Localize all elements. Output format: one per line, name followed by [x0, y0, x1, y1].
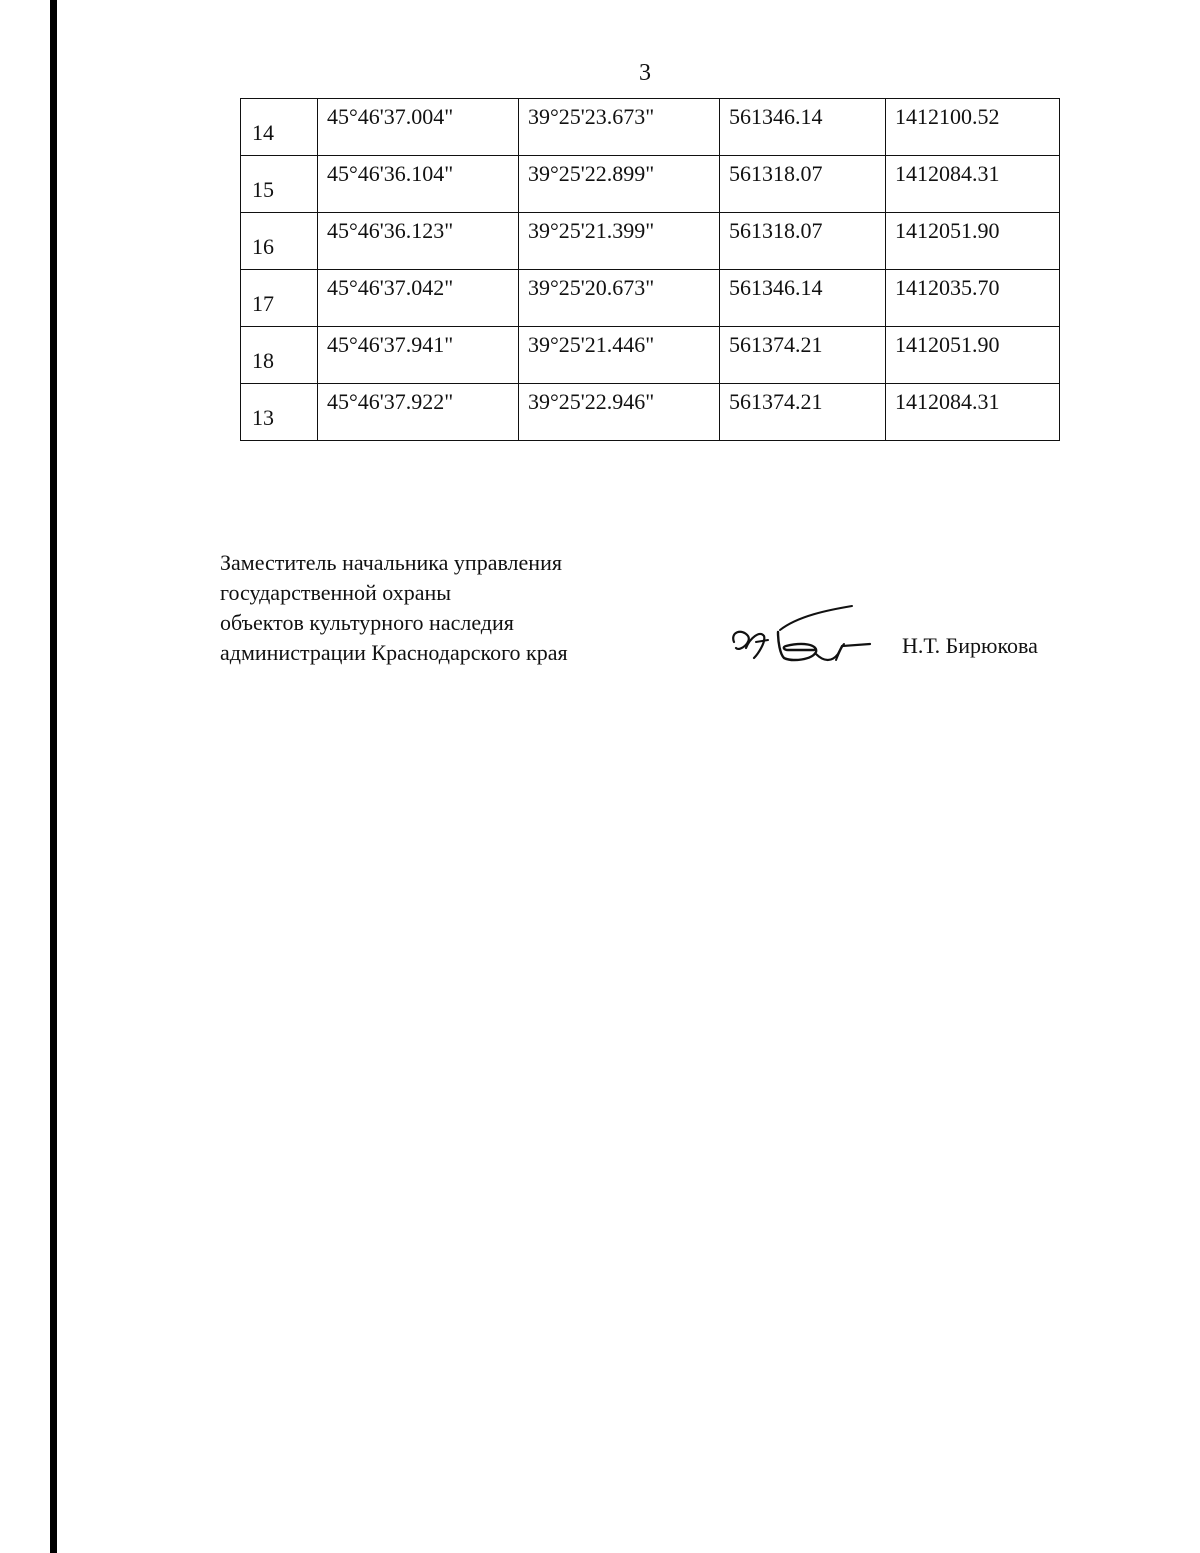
table-cell	[519, 213, 720, 270]
table-row	[241, 99, 1060, 156]
table-cell	[720, 270, 886, 327]
table-cell-text: 15	[252, 177, 274, 202]
table-cell	[241, 156, 318, 213]
table-cell-text: 561318.07	[729, 161, 823, 186]
table-cell-text: 39°25'20.673"	[528, 275, 655, 300]
table-cell	[241, 99, 318, 156]
page-edge-bar	[50, 0, 57, 1553]
table-cell-text: 561374.21	[729, 389, 823, 414]
table-cell-text: 13	[252, 405, 274, 430]
table-cell	[886, 99, 1060, 156]
table-cell-text: 1412051.90	[895, 332, 1000, 357]
table-cell	[720, 213, 886, 270]
table-cell	[886, 327, 1060, 384]
table-cell-text: 45°46'37.042"	[327, 275, 454, 300]
table-cell-text: 561346.14	[729, 275, 823, 300]
signer-name: Н.Т. Бирюкова	[902, 633, 1038, 658]
table-cell-text: 1412084.31	[895, 389, 1000, 414]
table-row	[241, 156, 1060, 213]
table-cell	[318, 99, 519, 156]
table-cell-text: 561346.14	[729, 104, 823, 129]
signer-position-line: Заместитель начальника управления	[220, 550, 562, 575]
table-cell	[318, 270, 519, 327]
table-cell-text: 1412051.90	[895, 218, 1000, 243]
table-cell	[720, 99, 886, 156]
table-cell	[241, 270, 318, 327]
table-cell	[886, 156, 1060, 213]
table-cell-text: 39°25'23.673"	[528, 104, 655, 129]
table-cell	[519, 384, 720, 441]
table-cell-text: 561318.07	[729, 218, 823, 243]
table-cell	[318, 327, 519, 384]
table-cell-text: 1412100.52	[895, 104, 1000, 129]
table-cell	[241, 327, 318, 384]
table-cell	[886, 384, 1060, 441]
table-cell-text: 39°25'22.946"	[528, 389, 655, 414]
page-number: 3	[639, 60, 651, 86]
table-cell-text: 561374.21	[729, 332, 823, 357]
table-cell	[720, 327, 886, 384]
table-cell-text: 39°25'22.899"	[528, 161, 655, 186]
table-cell	[886, 213, 1060, 270]
table-cell-text: 45°46'37.941"	[327, 332, 454, 357]
signer-position-line: объектов культурного наследия	[220, 610, 514, 635]
table-cell-text: 1412035.70	[895, 275, 1000, 300]
table-cell	[241, 213, 318, 270]
coordinates-table	[240, 98, 1060, 441]
table-cell	[886, 270, 1060, 327]
table-cell	[241, 384, 318, 441]
table-cell	[519, 99, 720, 156]
table-cell-text: 1412084.31	[895, 161, 1000, 186]
table-row	[241, 327, 1060, 384]
table-cell-text: 45°46'37.922"	[327, 389, 454, 414]
table-cell-text: 39°25'21.446"	[528, 332, 655, 357]
table-cell-text: 45°46'37.004"	[327, 104, 454, 129]
handwritten-signature	[728, 602, 878, 672]
table-cell	[318, 156, 519, 213]
signer-position-line: администрации Краснодарского края	[220, 640, 568, 665]
table-cell	[318, 384, 519, 441]
table-cell-text: 14	[252, 120, 274, 145]
table-row	[241, 270, 1060, 327]
table-row	[241, 384, 1060, 441]
table-cell-text: 16	[252, 234, 274, 259]
table-cell-text: 18	[252, 348, 274, 373]
table-row	[241, 213, 1060, 270]
signer-position-line: государственной охраны	[220, 580, 452, 605]
signer-position	[220, 548, 568, 668]
table-cell	[519, 156, 720, 213]
table-cell	[519, 270, 720, 327]
table-cell	[720, 156, 886, 213]
table-cell-text: 17	[252, 291, 274, 316]
table-cell	[519, 327, 720, 384]
table-cell	[720, 384, 886, 441]
table-cell-text: 45°46'36.104"	[327, 161, 454, 186]
table-cell-text: 39°25'21.399"	[528, 218, 655, 243]
table-cell	[318, 213, 519, 270]
table-cell-text: 45°46'36.123"	[327, 218, 454, 243]
